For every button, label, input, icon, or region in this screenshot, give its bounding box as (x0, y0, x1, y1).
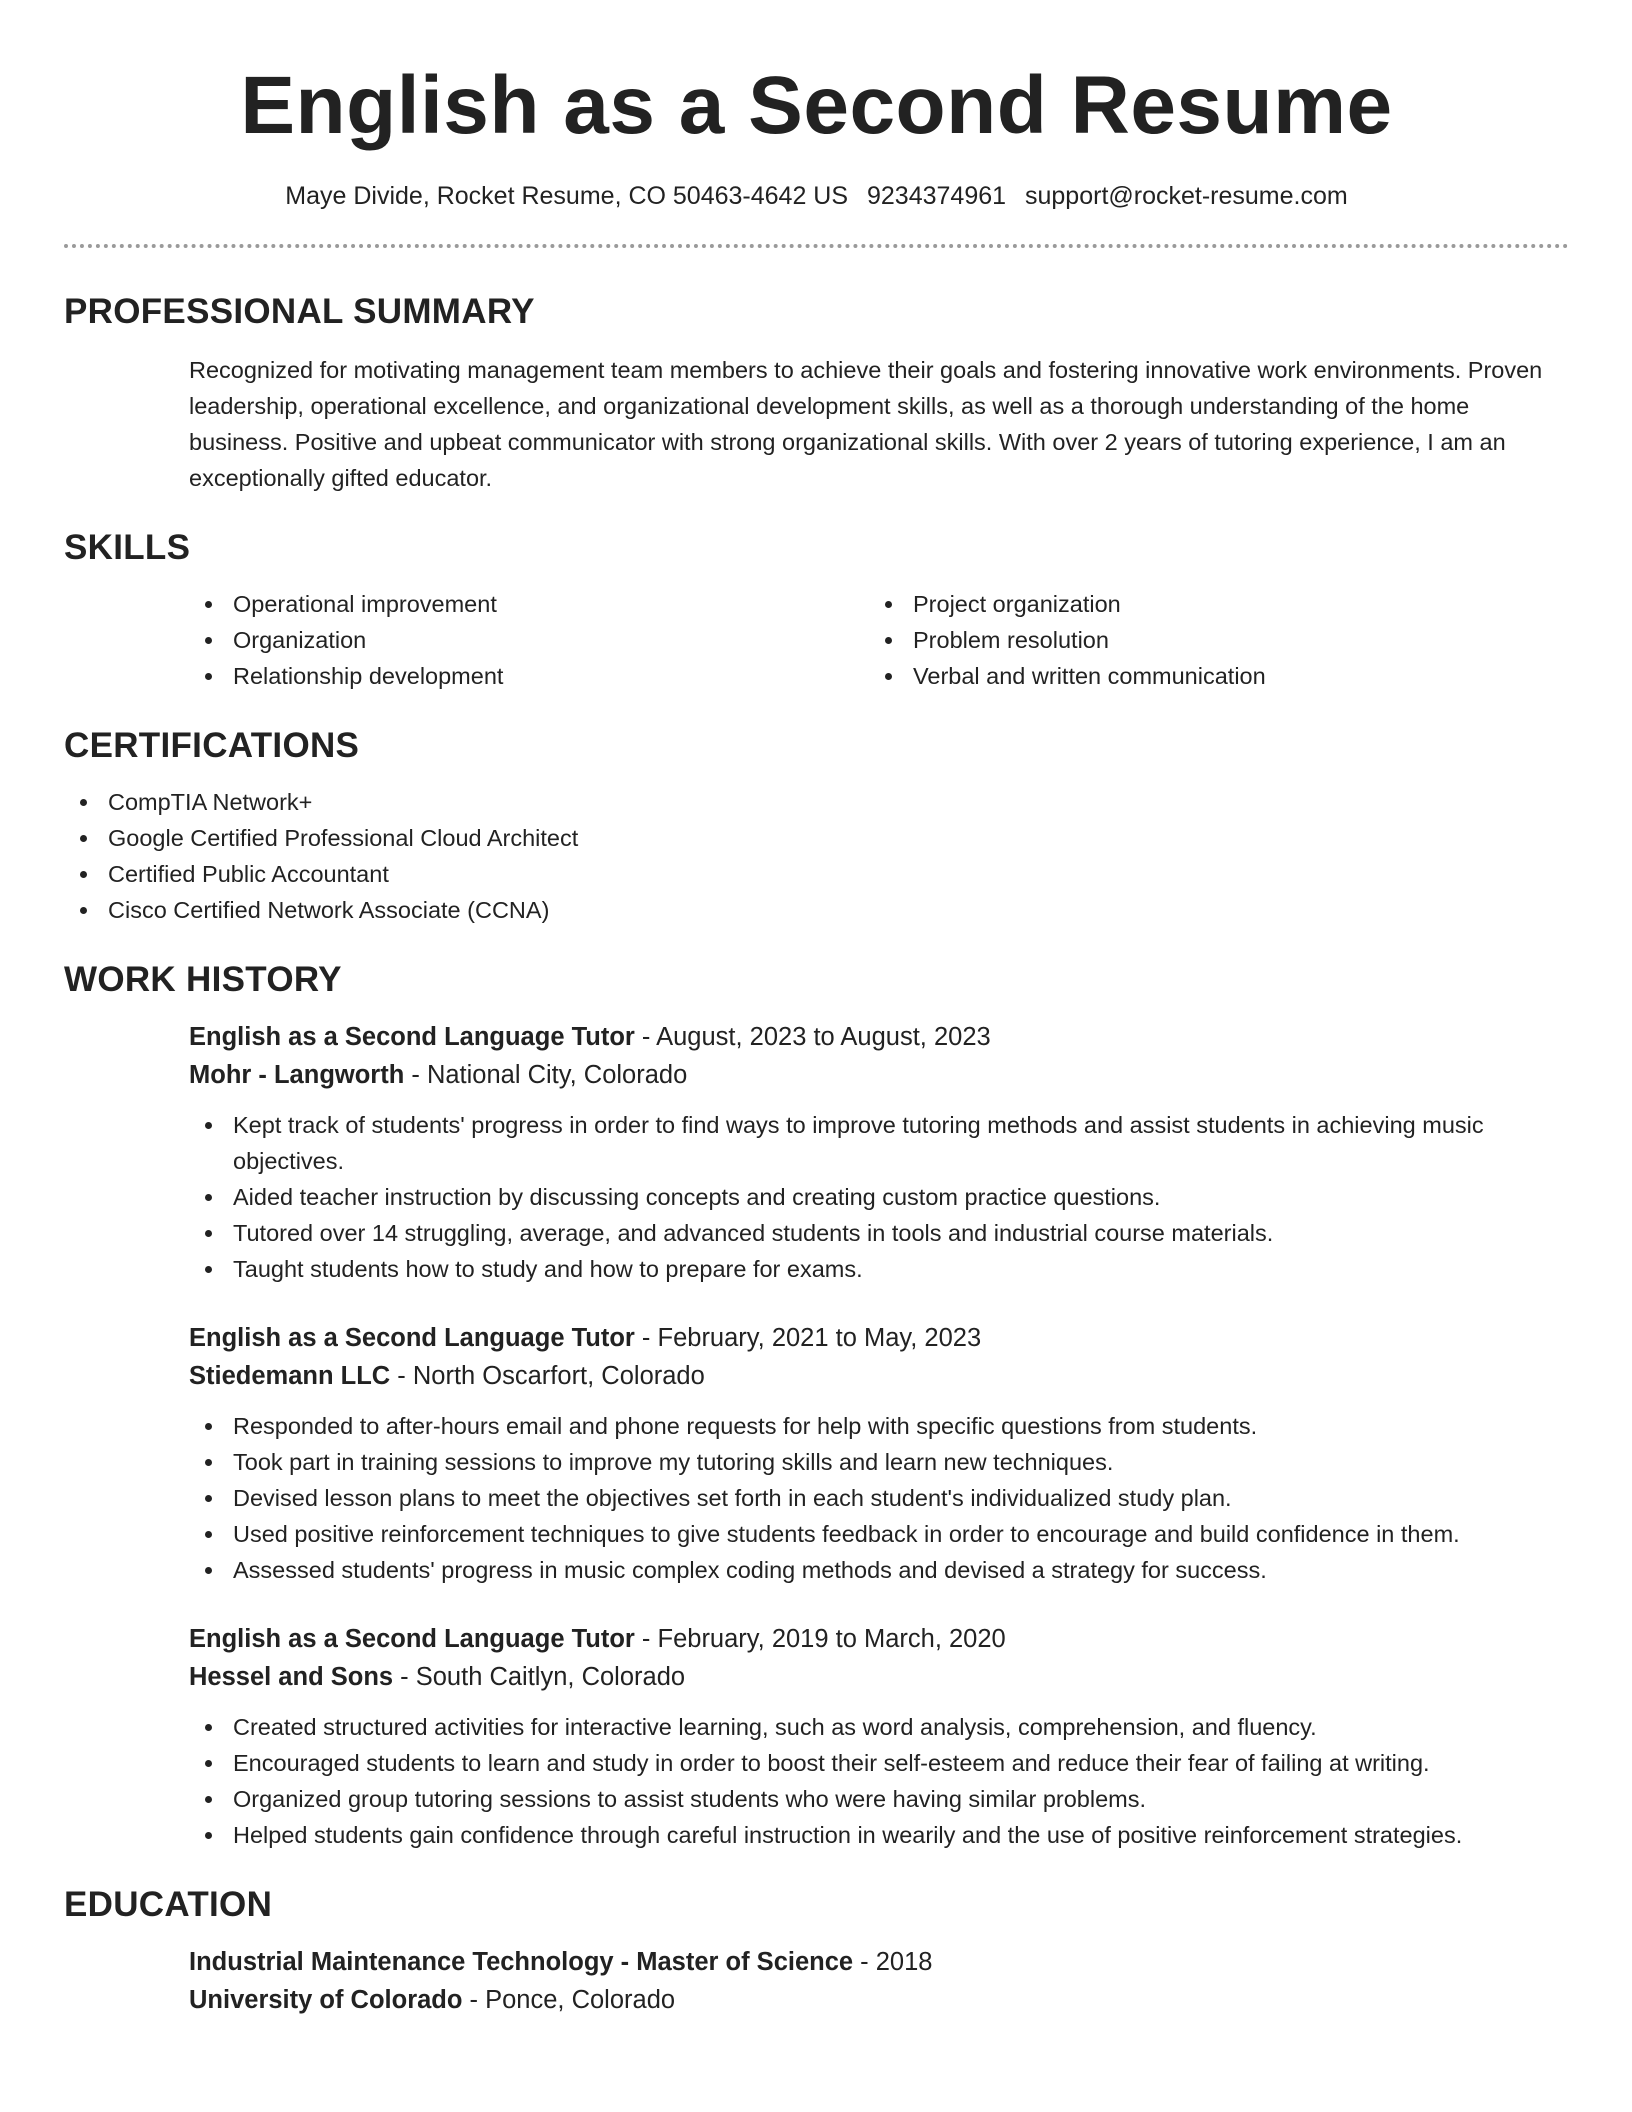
skill-item: Project organization (869, 586, 1549, 622)
job-bullets (189, 1107, 1569, 1287)
degree-line (189, 1943, 1569, 1981)
skill-item: Verbal and written communication (869, 658, 1549, 694)
employer-line (189, 1658, 1569, 1696)
certification-item: CompTIA Network+ (64, 784, 1569, 820)
work-history-heading: WORK HISTORY (64, 960, 342, 999)
education-heading: EDUCATION (64, 1885, 273, 1924)
job-bullet: Encouraged students to learn and study in order to boost their self-esteem and reduce their fear of failing at writing. (189, 1745, 1569, 1781)
employer-location: - National City, Colorado (404, 1061, 688, 1089)
header-divider (64, 244, 1569, 248)
certification-item: Google Certified Professional Cloud Architect (64, 820, 1569, 856)
degree-name: Industrial Maintenance Technology - Master of Science (189, 1948, 854, 1976)
skill-item: Operational improvement (189, 586, 869, 622)
job-title-line (189, 1319, 1569, 1357)
school-name: University of Colorado (189, 1986, 463, 2014)
job-title: English as a Second Language Tutor (189, 1324, 635, 1352)
job-entry (189, 1319, 1569, 1588)
employer-line (189, 1357, 1569, 1395)
job-bullet: Used positive reinforcement techniques to give students feedback in order to encourage and build confidence in them. (189, 1516, 1569, 1552)
resume-name: English as a Second Resume (240, 60, 1393, 151)
job-bullet: Created structured activities for interactive learning, such as word analysis, comprehension, and fluency. (189, 1709, 1569, 1745)
certifications-list (64, 784, 1569, 928)
skills-heading: SKILLS (64, 528, 191, 567)
school-line (189, 1981, 1569, 2019)
skills-list (189, 586, 1569, 694)
employer-line (189, 1056, 1569, 1094)
job-dates: - February, 2021 to May, 2023 (634, 1324, 982, 1352)
contact-line (64, 180, 1569, 212)
job-entry (189, 1018, 1569, 1287)
job-title: English as a Second Language Tutor (189, 1023, 635, 1051)
certification-item: Certified Public Accountant (64, 856, 1569, 892)
job-title-line (189, 1620, 1569, 1658)
employer-name: Mohr - Langworth (189, 1061, 405, 1089)
employer-location: - North Oscarfort, Colorado (390, 1362, 705, 1390)
skills-column-right (869, 586, 1549, 694)
job-title: English as a Second Language Tutor (189, 1625, 635, 1653)
job-bullet: Helped students gain confidence through careful instruction in wearily and the use of positive reinforcement strategies. (189, 1817, 1569, 1853)
job-bullet: Responded to after-hours email and phone requests for help with specific questions from students. (189, 1408, 1569, 1444)
job-bullet: Aided teacher instruction by discussing concepts and creating custom practice questions. (189, 1179, 1569, 1215)
job-entry (189, 1620, 1569, 1853)
job-dates: - August, 2023 to August, 2023 (634, 1023, 991, 1051)
job-bullet: Assessed students' progress in music complex coding methods and devised a strategy for success. (189, 1552, 1569, 1588)
job-bullets (189, 1709, 1569, 1853)
job-bullet: Organized group tutoring sessions to assist students who were having similar problems. (189, 1781, 1569, 1817)
skills-column-left (189, 586, 869, 694)
education-entry (189, 1943, 1569, 2019)
employer-location: - South Caitlyn, Colorado (393, 1663, 686, 1691)
resume-page (64, 0, 1569, 2019)
degree-year: - 2018 (853, 1948, 933, 1976)
job-title-line (189, 1018, 1569, 1056)
job-bullet: Taught students how to study and how to prepare for exams. (189, 1251, 1569, 1287)
contact-email: support@rocket-resume.com (1025, 182, 1348, 210)
job-bullet: Kept track of students' progress in order to find ways to improve tutoring methods and assist students in achieving music objectives. (189, 1107, 1569, 1179)
job-bullet: Devised lesson plans to meet the objectives set forth in each student's individualized study plan. (189, 1480, 1569, 1516)
school-location: - Ponce, Colorado (462, 1986, 676, 2014)
employer-name: Hessel and Sons (189, 1663, 394, 1691)
job-bullet: Tutored over 14 struggling, average, and advanced students in tools and industrial course materials. (189, 1215, 1569, 1251)
summary-text: Recognized for motivating management team members to achieve their goals and fostering innovative work environments. Proven leadership, operational excellence, and organizational development skills, as well as a thorough understanding of the home business. Positive and upbeat communicator with strong organizational skills. With over 2 years of tutoring experience, I am an exceptionally gifted educator. (189, 357, 1543, 491)
job-bullets (189, 1408, 1569, 1588)
skill-item: Problem resolution (869, 622, 1549, 658)
contact-phone: 9234374961 (867, 182, 1007, 210)
job-bullet: Took part in training sessions to improve my tutoring skills and learn new techniques. (189, 1444, 1569, 1480)
employer-name: Stiedemann LLC (189, 1362, 391, 1390)
certifications-heading: CERTIFICATIONS (64, 726, 360, 765)
skill-item: Relationship development (189, 658, 869, 694)
summary-heading: PROFESSIONAL SUMMARY (64, 292, 535, 331)
contact-address: Maye Divide, Rocket Resume, CO 50463-4642 US (285, 182, 849, 210)
job-dates: - February, 2019 to March, 2020 (634, 1625, 1006, 1653)
skill-item: Organization (189, 622, 869, 658)
certification-item: Cisco Certified Network Associate (CCNA) (64, 892, 1569, 928)
